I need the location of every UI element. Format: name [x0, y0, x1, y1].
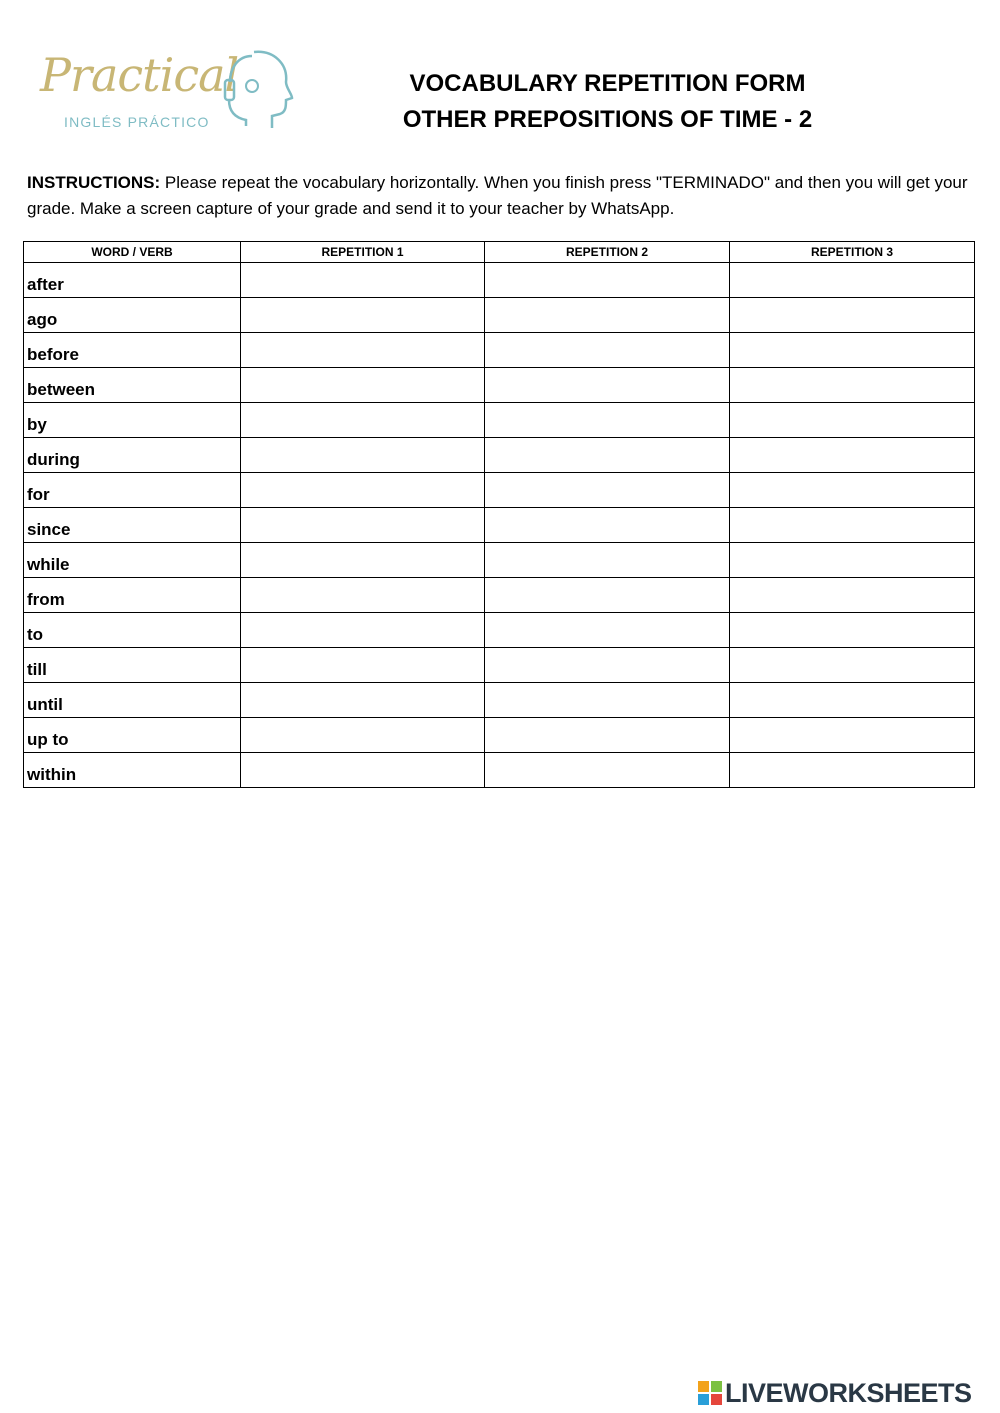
word-cell: up to [24, 718, 241, 753]
repetition-1-field[interactable] [241, 578, 485, 613]
repetition-1-field[interactable] [241, 718, 485, 753]
title-line-2: OTHER PREPOSITIONS OF TIME - 2 [402, 106, 813, 133]
word-cell: for [24, 473, 241, 508]
repetition-table [23, 241, 975, 788]
instructions-text: Please repeat the vocabulary horizontally. When you finish press "TERMINADO" and then you will get your grade. Make a screen capture of your grade and send it to your teacher by WhatsApp. [27, 173, 968, 218]
repetition-3-field[interactable] [730, 683, 975, 718]
header-repetition-1: REPETITION 1 [241, 242, 485, 263]
instructions-paragraph [27, 170, 977, 222]
table-row [24, 508, 975, 543]
repetition-3-field[interactable] [730, 368, 975, 403]
repetition-1-field[interactable] [241, 613, 485, 648]
repetition-2-field[interactable] [485, 333, 730, 368]
word-cell: by [24, 403, 241, 438]
repetition-2-field[interactable] [485, 578, 730, 613]
table-row [24, 613, 975, 648]
table-row [24, 263, 975, 298]
table-row [24, 333, 975, 368]
repetition-2-field[interactable] [485, 438, 730, 473]
repetition-1-field[interactable] [241, 298, 485, 333]
repetition-3-field[interactable] [730, 718, 975, 753]
header-repetition-3: REPETITION 3 [730, 242, 975, 263]
repetition-3-field[interactable] [730, 578, 975, 613]
repetition-2-field[interactable] [485, 508, 730, 543]
table-row [24, 438, 975, 473]
liveworksheets-logo-icon [698, 1381, 722, 1405]
brand-text: LIVEWORKSHEETS [725, 1377, 972, 1408]
table-row [24, 473, 975, 508]
repetition-3-field[interactable] [730, 263, 975, 298]
table-row [24, 298, 975, 333]
repetition-1-field[interactable] [241, 403, 485, 438]
table-row [24, 543, 975, 578]
word-cell: after [24, 263, 241, 298]
repetition-3-field[interactable] [730, 648, 975, 683]
table-row [24, 403, 975, 438]
repetition-2-field[interactable] [485, 753, 730, 788]
logo-script-text: Practical [40, 48, 239, 102]
word-cell: between [24, 368, 241, 403]
word-cell: since [24, 508, 241, 543]
repetition-1-field[interactable] [241, 648, 485, 683]
repetition-1-field[interactable] [241, 368, 485, 403]
repetition-1-field[interactable] [241, 263, 485, 298]
repetition-3-field[interactable] [730, 438, 975, 473]
word-cell: ago [24, 298, 241, 333]
table-row [24, 648, 975, 683]
repetition-2-field[interactable] [485, 683, 730, 718]
repetition-1-field[interactable] [241, 508, 485, 543]
repetition-3-field[interactable] [730, 473, 975, 508]
repetition-3-field[interactable] [730, 508, 975, 543]
word-cell: within [24, 753, 241, 788]
repetition-1-field[interactable] [241, 333, 485, 368]
word-cell: to [24, 613, 241, 648]
table-row [24, 578, 975, 613]
header-repetition-2: REPETITION 2 [485, 242, 730, 263]
page-title [380, 66, 835, 138]
repetition-1-field[interactable] [241, 683, 485, 718]
repetition-2-field[interactable] [485, 473, 730, 508]
repetition-1-field[interactable] [241, 473, 485, 508]
repetition-2-field[interactable] [485, 718, 730, 753]
table-row [24, 753, 975, 788]
repetition-1-field[interactable] [241, 543, 485, 578]
liveworksheets-brand [698, 1376, 994, 1410]
repetition-3-field[interactable] [730, 543, 975, 578]
repetition-2-field[interactable] [485, 298, 730, 333]
word-cell: until [24, 683, 241, 718]
word-cell: before [24, 333, 241, 368]
repetition-3-field[interactable] [730, 613, 975, 648]
repetition-3-field[interactable] [730, 753, 975, 788]
word-cell: till [24, 648, 241, 683]
repetition-2-field[interactable] [485, 263, 730, 298]
word-cell: from [24, 578, 241, 613]
repetition-1-field[interactable] [241, 753, 485, 788]
practical-logo [36, 46, 276, 136]
word-cell: while [24, 543, 241, 578]
table-header-row [24, 242, 975, 263]
title-line-1: VOCABULARY REPETITION FORM [409, 70, 806, 97]
repetition-2-field[interactable] [485, 648, 730, 683]
repetition-2-field[interactable] [485, 613, 730, 648]
instructions-label: INSTRUCTIONS: [27, 173, 161, 192]
logo-tagline: INGLÉS PRÁCTICO [64, 114, 210, 130]
table-row [24, 718, 975, 753]
repetition-2-field[interactable] [485, 543, 730, 578]
repetition-1-field[interactable] [241, 438, 485, 473]
table-row [24, 368, 975, 403]
repetition-3-field[interactable] [730, 403, 975, 438]
header-word-verb: WORD / VERB [24, 242, 241, 263]
repetition-3-field[interactable] [730, 333, 975, 368]
repetition-3-field[interactable] [730, 298, 975, 333]
headphones-head-icon [216, 46, 296, 132]
repetition-2-field[interactable] [485, 403, 730, 438]
repetition-2-field[interactable] [485, 368, 730, 403]
table-row [24, 683, 975, 718]
word-cell: during [24, 438, 241, 473]
